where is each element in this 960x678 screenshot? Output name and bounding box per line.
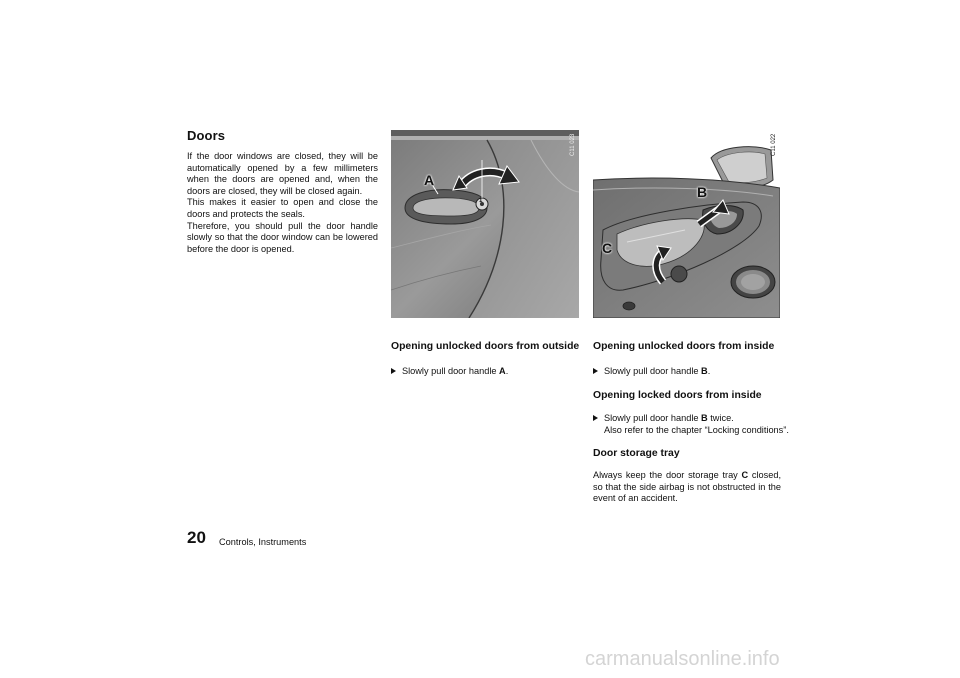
section-title-inside-locked: Opening locked doors from inside xyxy=(593,390,762,401)
step-inside-unlocked-key: B xyxy=(701,366,708,376)
doors-paragraph-2: This makes it easier to open and close the doors and protects the seals. xyxy=(187,197,378,219)
chapter-label: Controls, Instruments xyxy=(219,537,307,547)
step-inside-locked-end: twice. xyxy=(707,413,734,423)
watermark: carmanualsonline.info xyxy=(585,648,780,670)
triangle-bullet-icon xyxy=(391,368,396,374)
step-outside xyxy=(391,366,508,378)
figure-inside-door-panel xyxy=(593,130,780,318)
tray-text-key: C xyxy=(741,470,749,480)
step-inside-unlocked-end: . xyxy=(707,366,711,376)
tray-text-after: closed, so that the side airbag is not obstructed in the event of an accident. xyxy=(593,470,781,504)
step-outside-key: A xyxy=(499,366,506,376)
section-title-outside: Opening unlocked doors from outside xyxy=(391,341,580,352)
doors-paragraph-1: If the door windows are closed, they will be automatically opened by a few millimeters when the doors are opened and, when the doors are closed, they will be closed again. xyxy=(187,151,378,196)
step-inside-locked xyxy=(593,413,789,436)
section-title-inside-unlocked: Opening unlocked doors from inside xyxy=(593,341,775,352)
outside-door-illustration xyxy=(391,130,579,318)
section-title-doors: Doors xyxy=(187,128,226,143)
step-inside-locked-text: Slowly pull door handle xyxy=(604,413,702,423)
section-title-tray: Door storage tray xyxy=(593,448,680,459)
page-number: 20 xyxy=(187,528,206,547)
inside-door-illustration xyxy=(593,130,780,318)
step-outside-end: . xyxy=(505,366,509,376)
figure-code-left: C11 023 xyxy=(570,133,576,156)
doors-intro-text xyxy=(187,151,378,255)
doors-paragraph-3: Therefore, you should pull the door handle slowly so that the door window can be lowered before the door is opened. xyxy=(187,220,378,254)
step-inside-locked-note: Also refer to the chapter “Locking conditions”. xyxy=(604,424,789,435)
step-outside-text: Slowly pull door handle xyxy=(402,366,500,376)
figure-code-right: C11 022 xyxy=(771,133,777,156)
callout-label-a: A xyxy=(424,172,435,188)
step-inside-unlocked-text: Slowly pull door handle xyxy=(604,366,702,376)
callout-label-b: B xyxy=(697,184,708,200)
step-inside-unlocked xyxy=(593,366,710,378)
callout-label-c: C xyxy=(602,240,613,256)
lock-marker: 1 xyxy=(479,198,483,204)
figure-outside-door-handle xyxy=(391,130,579,318)
tray-text xyxy=(593,470,781,505)
tray-text-before: Always keep the door storage tray xyxy=(593,470,742,480)
triangle-bullet-icon xyxy=(593,368,598,374)
triangle-bullet-icon xyxy=(593,415,598,421)
step-inside-locked-key: B xyxy=(701,413,708,423)
